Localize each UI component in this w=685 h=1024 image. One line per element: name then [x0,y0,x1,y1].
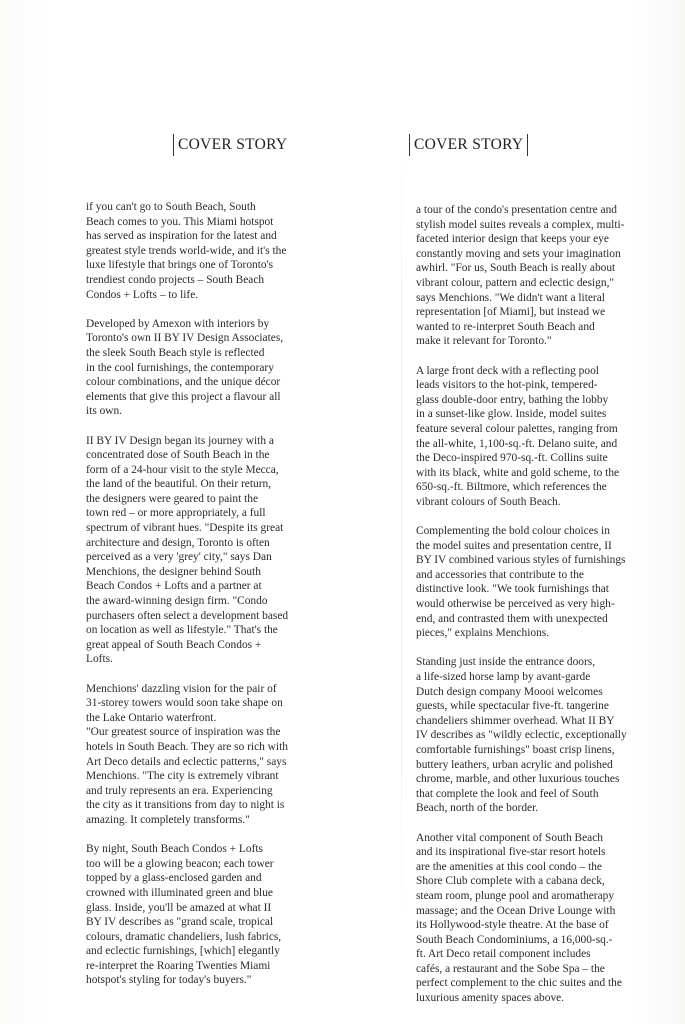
paragraph-line: the land of the beautiful. On their return, [86,478,272,491]
paragraph-line: elements that give this project a flavour all [86,390,281,403]
paragraph-line: luxe lifestyle that brings one of Toronto's [86,259,274,272]
paragraph-line: stylish model suites reveals a complex, multi- [416,218,625,231]
paragraph-line: would otherwise be perceived as very high- [416,598,615,611]
paragraph-line: Menchions. "The city is extremely vibrant [86,770,279,783]
article-paragraph [416,655,627,816]
paragraph-line: great appeal of South Beach Condos + [86,638,262,651]
paragraph-line: Another vital component of South Beach [416,831,603,844]
paragraph-line: colours, dramatic chandeliers, lush fabrics, [86,930,282,943]
paragraph-line: perceived as a very 'grey' city," says Dan [86,551,272,564]
paragraph-line: are the amenities at this cool condo – the [416,860,602,873]
paragraph-line: Toronto's own II BY IV Design Associates, [86,332,284,345]
paragraph-line: guests, while spectacular five-ft. tangerine [416,700,609,713]
paragraph-line: Lofts. [86,653,113,666]
paragraph-line: town red – or more appropriately, a full [86,507,266,520]
paragraph-line: Beach, north of the border. [416,802,539,815]
article-paragraph [416,203,625,349]
paragraph-line: colour combinations, and the unique décor [86,376,281,389]
paragraph-line: and truly represents an era. Experiencing [86,784,273,797]
article-paragraph [416,524,626,641]
article-paragraph [86,842,286,988]
paragraph-line: BY IV describes as "grand scale, tropical [86,916,274,929]
paragraph-line: says Menchions. "We didn't want a literal [416,291,605,304]
paragraph-line: a tour of the condo's presentation centre and [416,204,617,216]
paragraph-line: representation [of Miami], but instead we [416,306,606,319]
paragraph-line: architecture and design, Toronto is often [86,536,270,549]
paragraph-line: in a sunset-like glow. Inside, model suites [416,408,607,421]
paragraph-line: with its black, white and gold scheme, to the [416,466,620,479]
paragraph-line: on location as well as lifestyle." That's the [86,624,278,637]
paragraph-line: end, and contrasted them with unexpected [416,612,608,625]
paragraph-line: Beach comes to you. This Miami hotspot [86,215,274,228]
paragraph-line: II BY IV Design began its journey with a [86,434,274,447]
paragraph-line: and eclectic furnishings, [which] elegantly [86,945,280,958]
paragraph-line: make it relevant for Toronto." [416,335,552,348]
section-header-right [409,134,528,156]
paragraph-line: glass double-door entry, bathing the lobby [416,393,609,406]
article-paragraph [86,682,286,828]
paragraph-line: Dutch design company Moooi welcomes [416,685,603,698]
paragraph-line: comfortable furnishings" boast crisp linens, [416,743,615,756]
paragraph-line: perfect complement to the chic suites and the [416,977,622,990]
paragraph-line: Developed by Amexon with interiors by [86,317,270,330]
paragraph-line: the all-white, 1,100-sq.-ft. Delano suite, and [416,437,618,450]
paragraph-line: the designers were geared to paint the [86,492,259,505]
paragraph-line: in the cool furnishings, the contemporary [86,361,274,374]
paragraph-line: a life-sized horse lamp by avant-garde [416,671,591,683]
paragraph-line: steam room, plunge pool and aromatherapy [416,889,615,902]
paragraph-line: chandeliers shimmer overhead. What II BY [416,714,615,727]
paragraph-line: feature several colour palettes, ranging from [416,422,618,435]
paragraph-line: South Beach Condominiums, a 16,000-sq.- [416,933,613,946]
paragraph-line: faceted interior design that keeps your eye [416,233,609,246]
paragraph-line: ft. Art Deco retail component includes [416,948,591,961]
paragraph-line: the model suites and presentation centre, II [416,539,612,552]
paragraph-line: purchasers often select a development based [86,609,289,622]
paragraph-line: 650-sq.-ft. Biltmore, which references the [416,481,607,494]
article-paragraph [86,317,286,419]
paragraph-line: glass. Inside, you'll be amazed at what II [86,901,272,914]
header-text-left: COVER STORY [178,136,288,153]
paragraph-line: Condos + Lofts – to life. [86,288,199,301]
section-header-left [173,134,291,156]
header-text-right: COVER STORY [414,136,524,153]
paragraph-line: has served as inspiration for the latest and [86,230,277,243]
paragraph-line: that complete the look and feel of South [416,787,599,800]
header-bar-right-of-text [527,134,528,156]
paragraph-line: distinctive look. "We took furnishings that [416,583,609,596]
paragraph-line: Shore Club complete with a cabana deck, [416,875,605,888]
paragraph-line: BY IV combined various styles of furnishings [416,554,626,567]
paragraph-line: the city as it transitions from day to night is [86,799,285,812]
paragraph-line: By night, South Beach Condos + Lofts [86,843,263,856]
paragraph-line: form of a 24-hour visit to the style Mecca, [86,463,279,476]
article-paragraph [416,364,620,510]
paragraph-line: Art Deco details and eclectic patterns," says [86,755,287,768]
article-paragraph [416,831,622,1006]
paragraph-line: vibrant colour, pattern and eclectic design," [416,276,615,289]
paragraph-line: Menchions' dazzling vision for the pair of [86,682,277,695]
paragraph-line: "Our greatest source of inspiration was the [86,726,281,739]
paragraph-line: trendiest condo projects – South Beach [86,273,265,286]
paragraph-line: IV describes as "wildly eclectic, exceptionally [416,729,627,742]
paragraph-line: buttery leathers, urban acrylic and polished [416,758,613,771]
paragraph-line: massage; and the Ocean Drive Lounge with [416,904,616,917]
paragraph-line: awhirl. "For us, South Beach is really about [416,262,616,275]
paragraph-line: amazing. It completely transforms." [86,813,250,826]
paragraph-line: crowned with illuminated green and blue [86,886,273,899]
paragraph-line: vibrant colours of South Beach. [416,495,561,508]
article-paragraph [86,434,289,668]
paragraph-line: A large front deck with a reflecting pool [416,364,599,377]
article-paragraph [86,200,286,302]
column-divider [401,120,402,940]
paragraph-line: concentrated dose of South Beach in the [86,449,270,462]
paragraph-line: cafés, a restaurant and the Sobe Spa – the [416,962,605,975]
paragraph-line: Standing just inside the entrance doors, [416,656,596,669]
paragraph-line: its own. [86,405,123,418]
paragraph-line: re-interpret the Roaring Twenties Miami [86,959,271,972]
paragraph-line: Complementing the bold colour choices in [416,525,610,538]
paragraph-line: the Lake Ontario waterfront. [86,711,217,724]
paragraph-line: too will be a glowing beacon; each tower [86,857,274,870]
paragraph-line: topped by a glass-enclosed garden and [86,872,262,885]
paragraph-line: if you can't go to South Beach, South [86,201,256,213]
paragraph-line: chrome, marble, and other luxurious touches [416,773,620,786]
paragraph-line: hotels in South Beach. They are so rich with [86,740,288,753]
paragraph-line: greatest style trends world-wide, and it's the [86,244,287,257]
paragraph-line: its Hollywood-style theatre. At the base of [416,919,609,932]
paragraph-line: and its inspirational five-star resort hotels [416,846,606,859]
article-column-left [86,200,289,1003]
paragraph-line: the Deco-inspired 970-sq.-ft. Collins suite [416,452,608,465]
paragraph-line: the sleek South Beach style is reflected [86,346,265,359]
paragraph-line: Beach Condos + Lofts and a partner at [86,580,262,593]
paragraph-line: spectrum of vibrant hues. "Despite its great [86,522,284,535]
paragraph-line: constantly moving and sets your imagination [416,247,621,260]
article-column-right [416,203,627,1020]
paragraph-line: 31-storey towers would soon take shape on [86,697,283,710]
paragraph-line: luxurious amenity spaces above. [416,992,565,1005]
paragraph-line: leads visitors to the hot-pink, tempered- [416,379,598,392]
paragraph-line: wanted to re-interpret South Beach and [416,320,595,333]
paragraph-line: pieces," explains Menchions. [416,627,550,640]
paragraph-line: hotspot's styling for today's buyers." [86,974,252,987]
paragraph-line: Menchions, the designer behind South [86,565,261,578]
paragraph-line: and accessories that contribute to the [416,568,584,581]
paragraph-line: the award-winning design firm. "Condo [86,595,268,608]
